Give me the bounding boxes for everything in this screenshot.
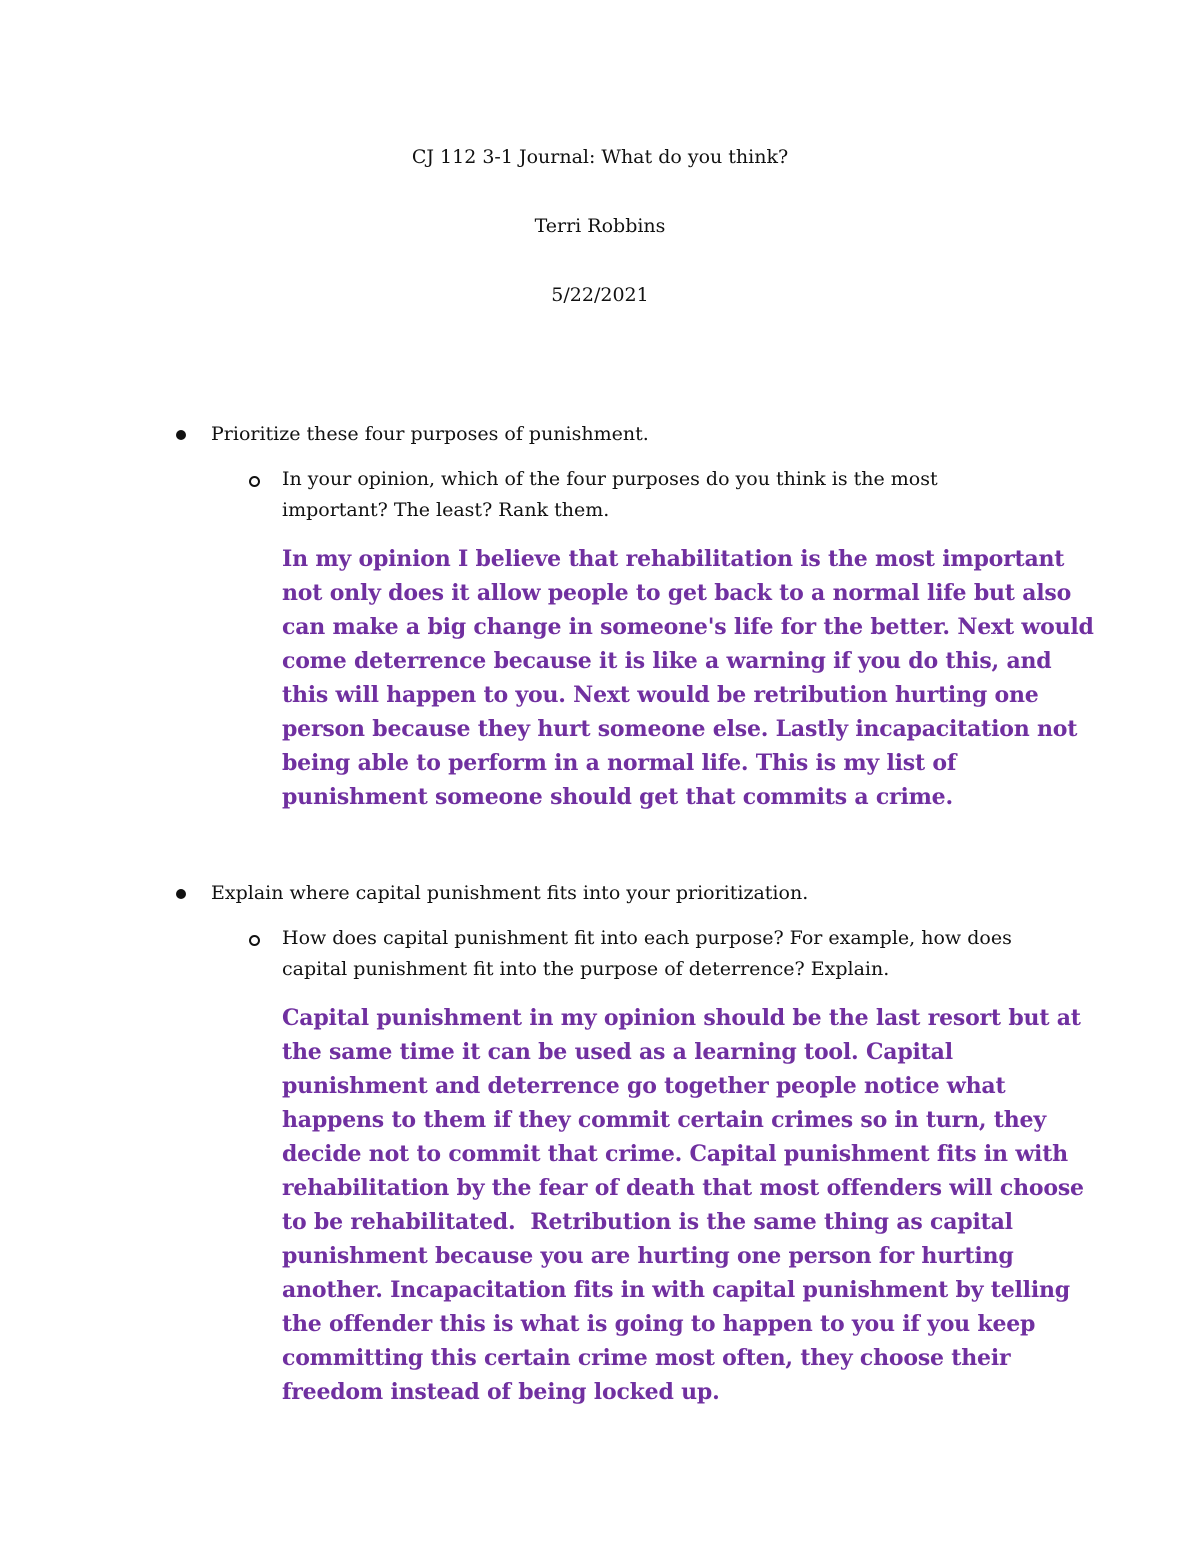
answer-line: to be rehabilitated. Retribution is the same thing as capital xyxy=(282,1209,1013,1235)
filled-circle-bullet-icon xyxy=(176,889,186,899)
answer-line: the same time it can be used as a learning tool. Capital xyxy=(282,1039,953,1065)
answer-line: happens to them if they commit certain crimes so in turn, they xyxy=(282,1107,1046,1133)
question-line: important? The least? Rank them. xyxy=(282,499,610,521)
filled-circle-bullet-icon xyxy=(176,430,186,440)
answer-line: rehabilitation by the fear of death that most offenders will choose xyxy=(282,1175,1084,1201)
answer-line: committing this certain crime most often, they choose their xyxy=(282,1345,1011,1371)
answer-line: can make a big change in someone's life for the better. Next would xyxy=(282,614,1094,640)
section-heading: Prioritize these four purposes of punishment. xyxy=(211,423,649,445)
answer-line: being able to perform in a normal life. This is my list of xyxy=(282,750,957,776)
question-text xyxy=(282,923,1062,985)
answer-line: this will happen to you. Next would be retribution hurting one xyxy=(282,682,1039,708)
answer-line: punishment and deterrence go together people notice what xyxy=(282,1073,1006,1099)
answer-line: punishment because you are hurting one person for hurting xyxy=(282,1243,1014,1269)
question-line: In your opinion, which of the four purposes do you think is the most xyxy=(282,468,938,490)
question-text xyxy=(282,464,1062,526)
question-line: capital punishment fit into the purpose of deterrence? Explain. xyxy=(282,958,890,980)
document-title: CJ 112 3-1 Journal: What do you think? xyxy=(411,146,789,168)
hollow-circle-bullet-icon xyxy=(249,935,260,946)
answer-line: decide not to commit that crime. Capital punishment fits in with xyxy=(282,1141,1068,1167)
answer-line: another. Incapacitation fits in with capital punishment by telling xyxy=(282,1277,1070,1303)
answer-line: Capital punishment in my opinion should be the last resort but at xyxy=(282,1005,1081,1031)
answer-line: come deterrence because it is like a warning if you do this, and xyxy=(282,648,1052,674)
question-line: How does capital punishment fit into each purpose? For example, how does xyxy=(282,927,1012,949)
document-date: 5/22/2021 xyxy=(551,284,649,306)
hollow-circle-bullet-icon xyxy=(249,476,260,487)
answer-line: the offender this is what is going to happen to you if you keep xyxy=(282,1311,1036,1337)
answer-paragraph xyxy=(282,1001,1084,1409)
answer-paragraph xyxy=(282,542,1094,814)
answer-line: not only does it allow people to get back to a normal life but also xyxy=(282,580,1072,606)
answer-line: In my opinion I believe that rehabilitation is the most important xyxy=(282,546,1065,572)
author-name: Terri Robbins xyxy=(534,215,666,237)
answer-line: person because they hurt someone else. Lastly incapacitation not xyxy=(282,716,1078,742)
section-heading: Explain where capital punishment fits into your prioritization. xyxy=(211,882,809,904)
answer-line: freedom instead of being locked up. xyxy=(282,1379,720,1405)
answer-line: punishment someone should get that commits a crime. xyxy=(282,784,953,810)
